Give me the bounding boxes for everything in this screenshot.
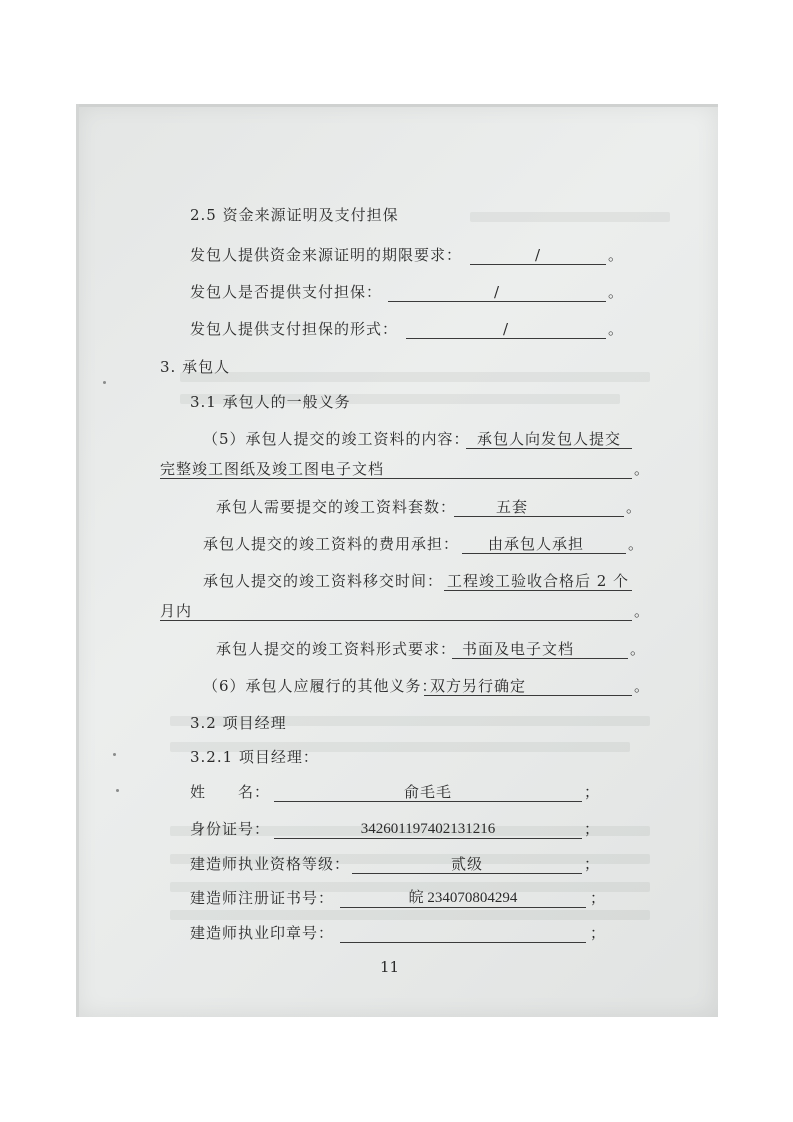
docs-cost-text: 由承包人承担 [488, 535, 585, 553]
semicolon-mark: ； [590, 924, 606, 942]
section-3-2-1-heading: 3.2.1 项目经理： [190, 748, 319, 766]
completion-docs-content-value-cont: 完整竣工图纸及竣工图电子文档 [160, 460, 632, 479]
bleed-through [180, 372, 650, 382]
bleed-through [470, 212, 670, 222]
funds-proof-deadline-value: / [470, 246, 606, 265]
semicolon-mark: ； [584, 820, 600, 838]
page-edge-top [76, 104, 718, 107]
docs-cost-value [462, 535, 626, 554]
docs-form-value [452, 640, 628, 659]
practice-seal-label: 建造师执业印章号： [190, 924, 335, 942]
page-number: 11 [380, 958, 400, 976]
guarantee-form-value: / [406, 320, 606, 339]
period-mark: 。 [634, 602, 650, 620]
docs-form-label: 承包人提交的竣工资料形式要求： [216, 640, 457, 658]
period-mark: 。 [628, 535, 644, 553]
payment-guarantee-value: / [388, 283, 606, 302]
guarantee-form-label: 发包人提供支付担保的形式： [190, 320, 399, 338]
period-mark: 。 [626, 498, 642, 516]
docs-copies-value [454, 498, 624, 517]
manager-name-label: 姓 名： [190, 783, 271, 801]
page-edge-left [76, 104, 79, 1017]
docs-cost-label: 承包人提交的竣工资料的费用承担： [203, 535, 460, 553]
payment-guarantee-label: 发包人是否提供支付担保： [190, 283, 383, 301]
other-obligations-label: （6）承包人应履行的其他义务： [203, 677, 438, 695]
section-3-1-heading: 3.1 承包人的一般义务 [190, 393, 351, 411]
period-mark: 。 [634, 677, 650, 695]
docs-copies-label: 承包人需要提交的竣工资料套数： [216, 498, 457, 516]
bleed-through [170, 910, 650, 920]
section-3-2-heading: 3.2 项目经理 [190, 714, 287, 732]
other-obligations-text: 双方另行确定 [430, 677, 527, 695]
docs-handover-time-label: 承包人提交的竣工资料移交时间： [203, 572, 444, 590]
docs-form-text: 书面及电子文档 [462, 640, 575, 658]
period-mark: 。 [634, 460, 650, 478]
funds-proof-deadline-label: 发包人提供资金来源证明的期限要求： [190, 246, 463, 264]
docs-handover-time-value: 工程竣工验收合格后 2 个 [444, 572, 632, 591]
registration-cert-label: 建造师注册证书号： [190, 889, 335, 907]
id-number-value: 342601197402131216 [274, 820, 582, 839]
completion-docs-content-label: （5）承包人提交的竣工资料的内容： [203, 430, 470, 448]
semicolon-mark: ； [584, 855, 600, 873]
scan-speck [113, 753, 116, 756]
scan-speck [116, 789, 119, 792]
period-mark: 。 [630, 640, 646, 658]
section-3-heading: 3. 承包人 [160, 358, 231, 376]
period-mark: 。 [608, 246, 624, 264]
semicolon-mark: ； [584, 783, 600, 801]
qualification-grade-value: 贰级 [352, 855, 582, 874]
manager-name-value: 俞毛毛 [274, 783, 582, 802]
scanned-page [76, 104, 718, 1017]
period-mark: 。 [608, 320, 624, 338]
docs-copies-text: 五套 [496, 498, 529, 516]
docs-handover-time-value-cont: 月内 [160, 602, 632, 621]
period-mark: 。 [608, 283, 624, 301]
completion-docs-content-value: 承包人向发包人提交 [466, 430, 632, 449]
id-number-label: 身份证号： [190, 820, 271, 838]
qualification-grade-label: 建造师执业资格等级： [190, 855, 351, 873]
section-2-5-heading: 2.5 资金来源证明及支付担保 [190, 206, 399, 224]
other-obligations-value [424, 677, 632, 696]
scan-speck [103, 381, 106, 384]
semicolon-mark: ； [590, 889, 606, 907]
practice-seal-value [340, 924, 586, 943]
registration-cert-value: 皖 234070804294 [340, 889, 586, 908]
